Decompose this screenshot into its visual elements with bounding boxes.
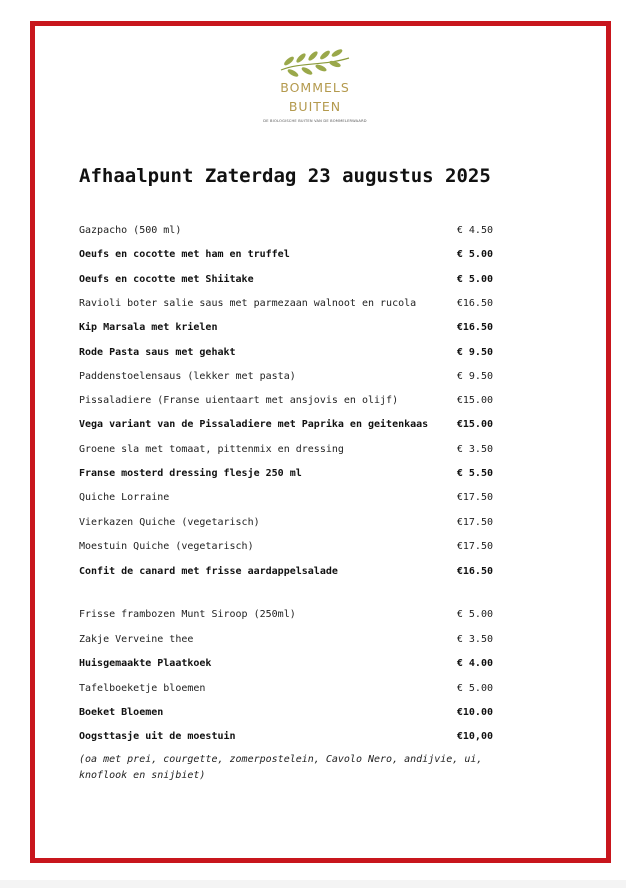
menu-item-name: Frisse frambozen Munt Siroop (250ml) <box>79 609 296 620</box>
menu-item <box>79 607 493 623</box>
menu-item-name: Huisgemaakte Plaatkoek <box>79 658 212 669</box>
menu-item-name: Pissaladiere (Franse uientaart met ansjovis en olijf) <box>79 395 399 406</box>
menu-item-name: Kip Marsala met krielen <box>79 322 218 333</box>
menu-item-name: Groene sla met tomaat, pittenmix en dressing <box>79 444 344 455</box>
menu-item-name: Ravioli boter salie saus met parmezaan walnoot en rucola <box>79 298 417 309</box>
menu-item-price: €17.50 <box>456 492 493 503</box>
menu-item <box>79 272 493 288</box>
page-title: Afhaalpunt Zaterdag 23 augustus 2025 <box>79 165 491 187</box>
menu-item <box>79 515 493 531</box>
menu-item-name: Gazpacho (500 ml) <box>79 225 182 236</box>
menu-item-price: €16.50 <box>456 322 493 333</box>
menu-item-name: Rode Pasta saus met gehakt <box>79 347 236 358</box>
menu-item-price: € 5.00 <box>456 683 493 694</box>
menu-item-price: €15.00 <box>456 419 493 430</box>
menu-item-price: € 5.50 <box>456 468 493 479</box>
menu-item <box>79 369 493 385</box>
menu-item-name: Confit de canard met frisse aardappelsalade <box>79 566 338 577</box>
menu-item <box>79 393 493 409</box>
menu-item-price: €16.50 <box>456 298 493 309</box>
menu-item-name: Tafelboeketje bloemen <box>79 683 206 694</box>
menu-item-name: Quiche Lorraine <box>79 492 170 503</box>
menu-item-price: € 5.00 <box>456 609 493 620</box>
menu-item <box>79 539 493 555</box>
menu-item-name: Paddenstoelensaus (lekker met pasta) <box>79 371 296 382</box>
menu-item <box>79 320 493 336</box>
menu-item <box>79 490 493 506</box>
menu-item <box>79 296 493 312</box>
menu-item-price: € 4.50 <box>456 225 493 236</box>
logo-text-line1: BOMMELS <box>280 80 350 95</box>
logo-tagline: DE BIOLOGISCHE BUITEN VAN DE BOMMELERWAARD <box>263 119 367 123</box>
menu-item-name: Boeket Bloemen <box>79 707 164 718</box>
leaf-branch-icon <box>275 44 355 78</box>
menu-item-price: € 5.00 <box>456 249 493 260</box>
harvest-bag-note: (oa met prei, courgette, zomerpostelein, Cavolo Nero, andijvie, ui, knoflook en snijbiet) <box>79 754 483 781</box>
menu-item-price: € 9.50 <box>456 371 493 382</box>
menu-item-price: € 9.50 <box>456 347 493 358</box>
menu-item-name: Moestuin Quiche (vegetarisch) <box>79 541 254 552</box>
menu-item <box>79 632 493 648</box>
menu-item-name: Oogsttasje uit de moestuin <box>79 731 236 742</box>
menu-item <box>79 656 493 672</box>
menu-item <box>79 442 493 458</box>
menu-item-price: €17.50 <box>456 517 493 528</box>
menu-item-price: € 4.00 <box>456 658 493 669</box>
menu-item-name: Oeufs en cocotte met Shiitake <box>79 274 254 285</box>
menu-item-name: Oeufs en cocotte met ham en truffel <box>79 249 290 260</box>
menu-item-name: Franse mosterd dressing flesje 250 ml <box>79 468 302 479</box>
menu-item-price: € 3.50 <box>456 444 493 455</box>
menu-item-price: €10,00 <box>456 731 493 742</box>
menu-item <box>79 345 493 361</box>
menu-item <box>79 564 493 580</box>
menu-item <box>79 417 493 433</box>
menu-item-price: € 5.00 <box>456 274 493 285</box>
menu-item <box>79 729 493 745</box>
menu-item <box>79 223 493 239</box>
menu-item-price: €16.50 <box>456 566 493 577</box>
menu-item <box>79 466 493 482</box>
menu-item <box>79 247 493 263</box>
menu-item-price: €15.00 <box>456 395 493 406</box>
menu-item-name: Vega variant van de Pissaladiere met Paprika en geitenkaas <box>79 419 429 430</box>
menu-item-name: Zakje Verveine thee <box>79 634 194 645</box>
menu-item-price: €17.50 <box>456 541 493 552</box>
bommels-buiten-logo <box>260 44 370 140</box>
logo-text-line2: BUITEN <box>288 99 342 114</box>
menu-item-price: € 3.50 <box>456 634 493 645</box>
menu-item-name: Vierkazen Quiche (vegetarisch) <box>79 517 260 528</box>
menu-item <box>79 705 493 721</box>
menu-item <box>79 681 493 697</box>
menu-item-price: €10.00 <box>456 707 493 718</box>
